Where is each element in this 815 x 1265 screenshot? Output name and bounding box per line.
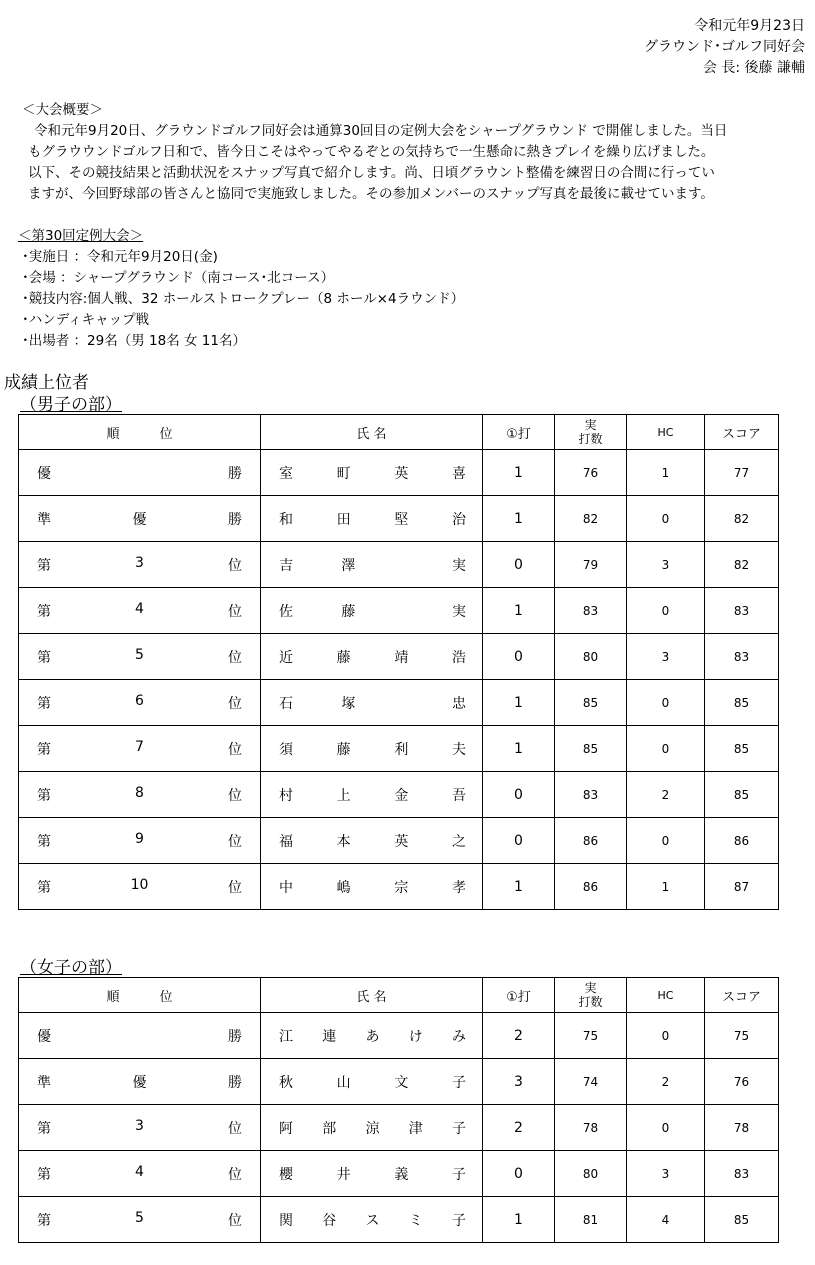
player-name-cell [261, 726, 483, 772]
rank-part: 第 [37, 1212, 51, 1229]
rank-part: 10 [130, 876, 149, 893]
rank-cell [19, 588, 261, 634]
name-part: 嶋 [336, 879, 351, 896]
rank-text [19, 693, 260, 713]
actual-strokes-cell: 75 [555, 1013, 627, 1059]
name-part: 藤 [336, 649, 351, 666]
event-details [18, 226, 464, 352]
player-name [261, 1026, 482, 1046]
name-part: 実 [451, 603, 466, 620]
col-hc-label: HC [657, 425, 674, 439]
ace-count-cell: 0 [483, 818, 555, 864]
handicap-cell: 2 [627, 772, 705, 818]
name-part: 江 [279, 1028, 293, 1045]
score-cell: 83 [705, 1151, 779, 1197]
score-cell: 82 [705, 542, 779, 588]
ace-count-cell: 1 [483, 450, 555, 496]
table-row [19, 542, 779, 588]
handicap-cell: 0 [627, 496, 705, 542]
name-part: 福 [279, 833, 293, 850]
table-row [19, 864, 779, 910]
actual-strokes-cell: 85 [555, 680, 627, 726]
table-row [19, 1105, 779, 1151]
handicap-cell: 0 [627, 1013, 705, 1059]
handicap-cell: 0 [627, 726, 705, 772]
actual-strokes-cell: 86 [555, 818, 627, 864]
name-part: 上 [336, 787, 351, 804]
rank-part: 勝 [228, 511, 242, 528]
rank-text [19, 739, 260, 759]
actual-strokes-cell: 81 [555, 1197, 627, 1243]
actual-strokes-cell: 83 [555, 772, 627, 818]
rank-part: 4 [135, 600, 144, 617]
name-part: あ [365, 1028, 380, 1045]
col-hc-header [627, 978, 705, 1013]
name-part: 義 [394, 1166, 409, 1183]
score-cell: 85 [705, 1197, 779, 1243]
col-rank-label: 順 [106, 426, 120, 442]
col-actual-label: 実 [584, 418, 597, 432]
col-rank-header [19, 978, 261, 1013]
player-name-cell [261, 1105, 483, 1151]
rank-part: 第 [37, 741, 51, 758]
summary-line: もグラウウンドゴルフ日和で、皆今日こそはやってやるぞとの気持ちで一生懸命に熱きプレイを繰り広げました。 [28, 144, 715, 160]
table-row [19, 818, 779, 864]
table-row [19, 1059, 779, 1105]
rank-text [19, 647, 260, 667]
player-name-cell [261, 588, 483, 634]
name-part: 須 [279, 741, 293, 758]
tournament-summary [18, 100, 798, 205]
player-name-cell [261, 1059, 483, 1105]
player-name [261, 555, 482, 575]
rank-part: 第 [37, 1120, 51, 1137]
rank-cell [19, 496, 261, 542]
ace-count-cell: 3 [483, 1059, 555, 1105]
ace-count-cell: 0 [483, 542, 555, 588]
ace-count-cell: 1 [483, 726, 555, 772]
player-name-cell [261, 542, 483, 588]
rank-cell [19, 818, 261, 864]
actual-strokes-cell: 80 [555, 1151, 627, 1197]
rank-part: 位 [227, 1166, 242, 1183]
table-row [19, 726, 779, 772]
name-part: 涼 [365, 1120, 380, 1137]
rank-part: 準 [37, 511, 51, 528]
rank-cell [19, 1059, 261, 1105]
handicap-cell: 2 [627, 1059, 705, 1105]
rank-part: 第 [37, 1166, 51, 1183]
actual-strokes-cell: 86 [555, 864, 627, 910]
rank-part: 5 [135, 646, 144, 663]
score-cell: 85 [705, 726, 779, 772]
table-row [19, 1151, 779, 1197]
player-name [261, 1118, 482, 1138]
rank-text [19, 785, 260, 805]
men-section-title: （男子の部） [20, 395, 122, 415]
name-part: 忠 [451, 695, 466, 712]
name-part: 井 [336, 1166, 351, 1183]
name-part: け [408, 1028, 423, 1045]
col-actual-header [555, 978, 627, 1013]
name-part: 連 [322, 1028, 337, 1045]
rank-part: 7 [135, 738, 144, 755]
actual-strokes-cell: 79 [555, 542, 627, 588]
rank-text [19, 463, 260, 483]
name-part: 津 [408, 1120, 423, 1137]
name-part: 治 [451, 511, 466, 528]
actual-strokes-cell: 76 [555, 450, 627, 496]
rank-part: 第 [37, 787, 51, 804]
col-ace-header: ①打 [483, 415, 555, 450]
rank-text [19, 831, 260, 851]
rank-text [19, 601, 260, 621]
score-cell: 76 [705, 1059, 779, 1105]
ace-count-cell: 1 [483, 680, 555, 726]
name-part: 部 [322, 1120, 337, 1137]
player-name-cell [261, 680, 483, 726]
score-cell: 85 [705, 772, 779, 818]
rank-text [19, 555, 260, 575]
score-cell: 87 [705, 864, 779, 910]
rank-part: 第 [37, 695, 51, 712]
rank-part: 優 [37, 1028, 51, 1045]
table-row [19, 680, 779, 726]
score-cell: 77 [705, 450, 779, 496]
player-name [261, 1072, 482, 1092]
name-part: 浩 [451, 649, 466, 666]
rank-part: 第 [37, 879, 51, 896]
rank-cell [19, 542, 261, 588]
rank-cell [19, 680, 261, 726]
col-actual-label: 打数 [578, 432, 603, 446]
rank-part: 第 [37, 833, 51, 850]
player-name-cell [261, 1013, 483, 1059]
summary-line: 以下、その競技結果と活動状況をスナップ写真で紹介します。尚、日頃グラウント整備を練習日の合間に行ってい [28, 165, 715, 181]
women-section-title: （女子の部） [20, 958, 122, 978]
col-rank-label: 位 [159, 989, 173, 1005]
rank-text [19, 877, 260, 897]
name-part: 英 [394, 833, 409, 850]
rank-part: 位 [227, 1120, 242, 1137]
col-ace-header: ①打 [483, 978, 555, 1013]
score-cell: 75 [705, 1013, 779, 1059]
ace-count-cell: 2 [483, 1105, 555, 1151]
player-name-cell [261, 450, 483, 496]
actual-strokes-cell: 82 [555, 496, 627, 542]
table-row [19, 1013, 779, 1059]
actual-strokes-cell: 80 [555, 634, 627, 680]
summary-title: ＜大会概要＞ [22, 102, 103, 118]
player-name [261, 601, 482, 621]
score-cell: 78 [705, 1105, 779, 1151]
handicap-cell: 0 [627, 818, 705, 864]
name-part: 英 [394, 465, 409, 482]
name-part: 孝 [451, 879, 466, 896]
rank-cell [19, 1151, 261, 1197]
chairman-name: 会 長: 後藤 謙輔 [702, 60, 805, 76]
player-name [261, 739, 482, 759]
rank-part: 位 [227, 833, 242, 850]
name-part: 子 [452, 1120, 466, 1137]
rank-cell [19, 864, 261, 910]
player-name-cell [261, 634, 483, 680]
table-row [19, 634, 779, 680]
rank-part: 優 [37, 465, 51, 482]
rank-text [19, 1210, 260, 1230]
rank-text [19, 1072, 260, 1092]
score-cell: 83 [705, 634, 779, 680]
score-cell: 86 [705, 818, 779, 864]
event-list [18, 247, 464, 352]
rank-part: 準 [37, 1074, 51, 1091]
name-part: 谷 [322, 1212, 337, 1229]
handicap-cell: 3 [627, 634, 705, 680]
player-name [261, 647, 482, 667]
name-part: 藤 [336, 741, 351, 758]
player-name [261, 693, 482, 713]
name-part: み [452, 1028, 466, 1045]
player-name-cell [261, 1151, 483, 1197]
col-hc-label: HC [657, 988, 674, 1002]
results-title: 成績上位者 [4, 373, 89, 393]
event-item: ･出場者 ：29名（男 18名 女 11名） [22, 333, 246, 349]
name-part: 近 [279, 649, 293, 666]
col-actual-label: 打数 [578, 995, 603, 1009]
ace-count-cell: 1 [483, 496, 555, 542]
handicap-cell: 4 [627, 1197, 705, 1243]
rank-cell [19, 726, 261, 772]
col-name-header: 氏 名 [261, 978, 483, 1013]
name-part: 子 [452, 1212, 466, 1229]
rank-part: 勝 [228, 1028, 242, 1045]
rank-part: 第 [37, 557, 51, 574]
name-part: 阿 [279, 1120, 293, 1137]
ace-count-cell: 1 [483, 588, 555, 634]
actual-strokes-cell: 74 [555, 1059, 627, 1105]
rank-part: 4 [135, 1163, 144, 1180]
player-name [261, 1210, 482, 1230]
table-row [19, 772, 779, 818]
col-rank-label: 順 [106, 989, 120, 1005]
name-part: 子 [451, 1074, 466, 1091]
handicap-cell: 1 [627, 450, 705, 496]
col-hc-header [627, 415, 705, 450]
player-name-cell [261, 864, 483, 910]
name-part: 櫻 [279, 1166, 293, 1183]
name-part: 佐 [279, 603, 293, 620]
rank-part: 位 [227, 603, 242, 620]
rank-part: 5 [135, 1209, 144, 1226]
player-name [261, 831, 482, 851]
rank-part: 優 [132, 1074, 147, 1091]
rank-part: 勝 [228, 465, 242, 482]
name-part: 秋 [279, 1074, 293, 1091]
name-part: 関 [279, 1212, 293, 1229]
rank-part: 優 [132, 511, 147, 528]
name-part: 吾 [451, 787, 466, 804]
player-name-cell [261, 1197, 483, 1243]
ace-count-cell: 1 [483, 1197, 555, 1243]
name-part: 文 [394, 1074, 409, 1091]
rank-cell [19, 450, 261, 496]
rank-part: 位 [227, 741, 242, 758]
rank-part: 位 [227, 649, 242, 666]
table-row [19, 588, 779, 634]
name-part: 之 [451, 833, 466, 850]
name-part: 澤 [341, 557, 356, 574]
player-name [261, 509, 482, 529]
rank-cell [19, 772, 261, 818]
event-item: ･競技内容:個人戦、32 ホールストロークプレー（8 ホール×4ラウンド） [22, 291, 465, 307]
player-name [261, 877, 482, 897]
rank-cell [19, 1013, 261, 1059]
name-part: 吉 [279, 557, 293, 574]
rank-part: 位 [227, 1212, 242, 1229]
name-part: 町 [336, 465, 351, 482]
name-part: ス [365, 1212, 380, 1229]
col-rank-header [19, 415, 261, 450]
table-row [19, 1197, 779, 1243]
name-part: 中 [279, 879, 293, 896]
women-results-table [18, 977, 779, 1243]
name-part: 塚 [341, 695, 356, 712]
rank-cell [19, 634, 261, 680]
actual-strokes-cell: 78 [555, 1105, 627, 1151]
ace-count-cell: 0 [483, 634, 555, 680]
name-part: ミ [408, 1212, 423, 1229]
name-part: 石 [279, 695, 293, 712]
club-name: グラウンド･ゴルフ同好会 [644, 39, 805, 55]
handicap-cell: 0 [627, 588, 705, 634]
rank-cell [19, 1105, 261, 1151]
table-header-row [19, 415, 779, 450]
handicap-cell: 0 [627, 680, 705, 726]
rank-part: 3 [135, 1117, 144, 1134]
actual-strokes-cell: 85 [555, 726, 627, 772]
handicap-cell: 0 [627, 1105, 705, 1151]
player-name-cell [261, 818, 483, 864]
rank-part: 勝 [228, 1074, 242, 1091]
score-cell: 82 [705, 496, 779, 542]
name-part: 靖 [394, 649, 409, 666]
document-date: 令和元年9月23日 [694, 18, 805, 34]
rank-part: 位 [227, 695, 242, 712]
table-row [19, 496, 779, 542]
name-part: 室 [279, 465, 293, 482]
handicap-cell: 1 [627, 864, 705, 910]
handicap-cell: 3 [627, 1151, 705, 1197]
summary-line: 令和元年9月20日、グラウンドゴルフ同好会は通算30回目の定例大会をシャープグラウンド で開催しました。当日 [34, 123, 728, 139]
player-name [261, 463, 482, 483]
player-name-cell [261, 772, 483, 818]
event-item: ･ハンディキャップ戦 [22, 312, 150, 328]
name-part: 山 [336, 1074, 351, 1091]
name-part: 和 [279, 511, 293, 528]
player-name-cell [261, 496, 483, 542]
name-part: 利 [394, 741, 409, 758]
event-item: ･実施日 ：令和元年9月20日(金) [22, 249, 218, 265]
col-actual-header [555, 415, 627, 450]
table-row [19, 450, 779, 496]
event-item: ･会場 ：シャープグラウンド（南コース･北コース） [22, 270, 335, 286]
name-part: 実 [451, 557, 466, 574]
col-rank-label: 位 [159, 426, 173, 442]
rank-part: 3 [135, 554, 144, 571]
rank-part: 6 [135, 692, 144, 709]
table-header-row [19, 978, 779, 1013]
rank-part: 9 [135, 830, 144, 847]
player-name [261, 785, 482, 805]
score-cell: 85 [705, 680, 779, 726]
score-cell: 83 [705, 588, 779, 634]
name-part: 喜 [451, 465, 466, 482]
name-part: 子 [451, 1166, 466, 1183]
ace-count-cell: 2 [483, 1013, 555, 1059]
name-part: 本 [336, 833, 351, 850]
col-actual-label: 実 [584, 981, 597, 995]
name-part: 宗 [394, 879, 409, 896]
rank-text [19, 509, 260, 529]
handicap-cell: 3 [627, 542, 705, 588]
col-name-header: 氏 名 [261, 415, 483, 450]
rank-part: 位 [227, 879, 242, 896]
ace-count-cell: 0 [483, 1151, 555, 1197]
name-part: 金 [394, 787, 409, 804]
rank-cell [19, 1197, 261, 1243]
document-header [644, 16, 805, 79]
rank-part: 位 [227, 557, 242, 574]
rank-text [19, 1118, 260, 1138]
summary-line: ますが、今回野球部の皆さんと協同で実施致しました。その参加メンバーのスナップ写真を最後に載せています。 [28, 186, 714, 202]
player-name [261, 1164, 482, 1184]
name-part: 藤 [341, 603, 356, 620]
actual-strokes-cell: 83 [555, 588, 627, 634]
rank-part: 8 [135, 784, 144, 801]
ace-count-cell: 0 [483, 772, 555, 818]
name-part: 田 [336, 511, 351, 528]
name-part: 堅 [394, 511, 409, 528]
col-score-header: スコア [705, 415, 779, 450]
col-score-header: スコア [705, 978, 779, 1013]
event-title: ＜第30回定例大会＞ [18, 228, 144, 244]
rank-text [19, 1164, 260, 1184]
name-part: 夫 [451, 741, 466, 758]
ace-count-cell: 1 [483, 864, 555, 910]
rank-part: 第 [37, 603, 51, 620]
men-results-table [18, 414, 779, 910]
rank-part: 位 [227, 787, 242, 804]
rank-part: 第 [37, 649, 51, 666]
rank-text [19, 1026, 260, 1046]
name-part: 村 [279, 787, 293, 804]
